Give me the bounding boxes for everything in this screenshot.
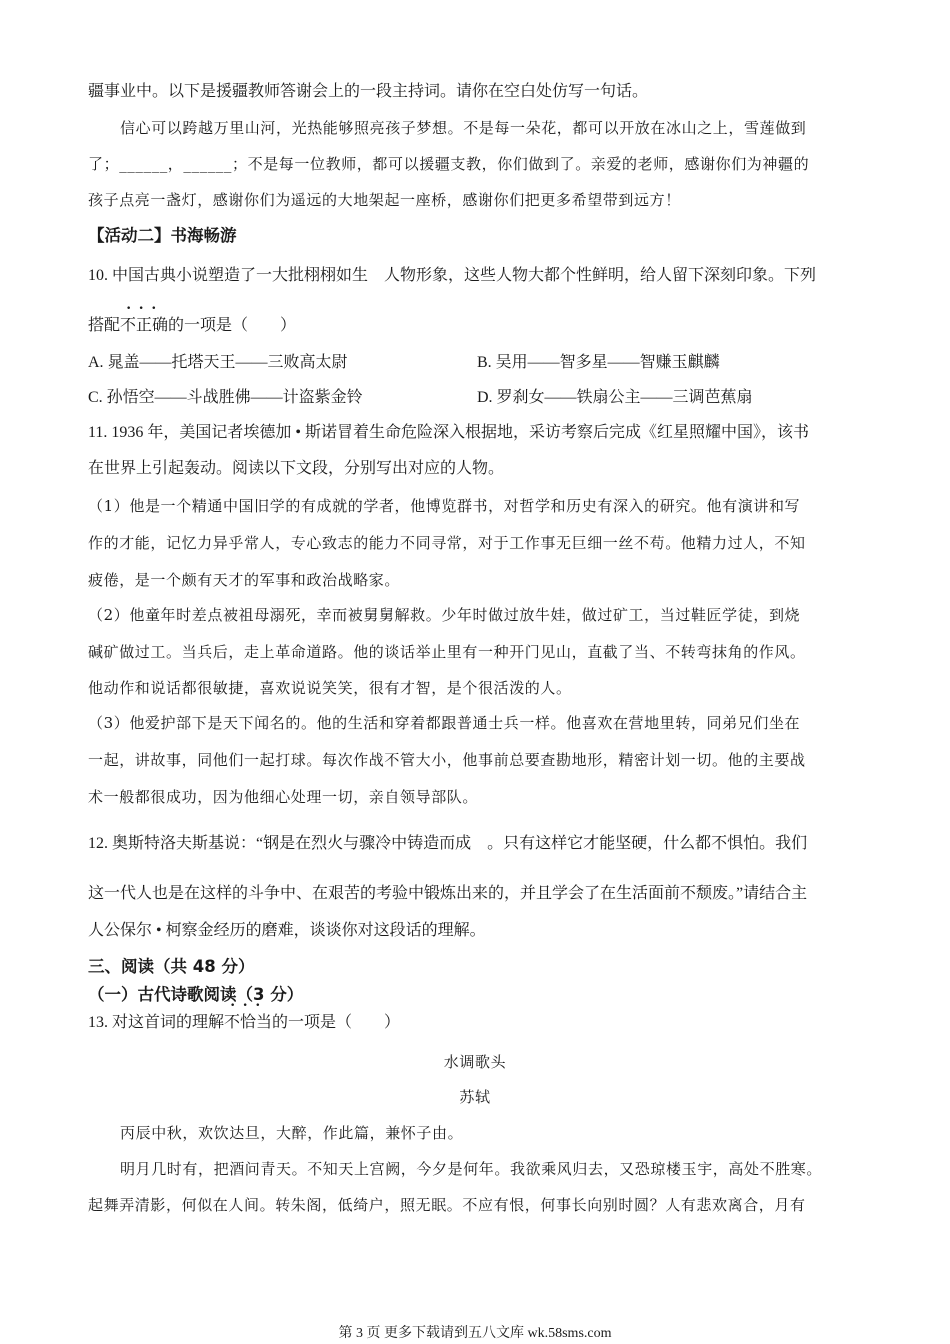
option-a: A. 晁盖——托塔天王——三败高太尉: [88, 354, 348, 371]
emphasis-dotted-text: · · · 不正确: [120, 315, 168, 337]
stem-text: 的一项是（ ）: [168, 317, 297, 334]
question-12-stem-line3: 人公保尔 • 柯察金经历的磨难，谈谈你对这段话的理解。: [88, 922, 486, 939]
passage-1-line: （1）他是一个精通中国旧学的有成就的学者，他博览群书，对哲学和历史有深入的研究。他有演讲和写: [88, 497, 801, 515]
question-12-stem-line2: 这一代人也是在这样的斗争中、在艰苦的考验中锻炼出来的，并且学会了在生活面前不颓废。”请结合主: [88, 885, 808, 902]
passage-3-line: （3）他爱护部下是天下闻名的。他的生活和穿着都跟普通士兵一样。他喜欢在营地里转，同弟兄们坐在: [88, 714, 801, 732]
poem-title: 水调歌头: [443, 1053, 507, 1071]
question-10-stem: 10. 中国古典小说塑造了一大批栩栩如生 人物形象，这些人物大都个性鲜明，给人留下深刻印象。下列: [88, 267, 817, 284]
stem-text: 的一项是（ ）: [272, 1014, 401, 1031]
poem-preface: 丙辰中秋，欢饮达旦，大醉，作此篇，兼怀子由。: [120, 1124, 464, 1142]
activity-heading: 【活动二】书海畅游: [88, 226, 237, 245]
poem-line: 起舞弄清影，何似在人间。转朱阁，低绮户，照无眠。不应有恨，何事长向别时圆？人有悲欢离合，月有: [88, 1196, 806, 1214]
passage-3-line: 术一般都很成功，因为他细心处理一切，亲自领导部队。: [88, 788, 479, 806]
page-footer: 第 3 页 更多下载请到五八文库 wk.58sms.com: [338, 1326, 612, 1341]
question-12-stem: 12. 奥斯特洛夫斯基说：“钢是在烈火与骤冷中铸造而成 。只有这样它才能坚硬，什么都不惧怕。我们: [88, 835, 808, 852]
intro-paragraph-line: 信心可以跨越万里山河，光热能够照亮孩子梦想。不是每一朵花，都可以开放在冰山之上，雪莲做到: [120, 119, 807, 137]
stem-text: 13. 对这首词的理解: [88, 1014, 225, 1031]
poem-line: 明月几时有，把酒问青天。不知天上宫阙，今夕是何年。我欲乘风归去，又恐琼楼玉宇，高处不胜寒。: [120, 1160, 823, 1178]
passage-2-line: 他动作和说话都很敏捷，喜欢说说笑笑，很有才智，是个很活泼的人。: [88, 679, 572, 697]
emphasis-dotted-text: · · · 不恰当: [224, 1012, 272, 1034]
intro-paragraph-line: 孩子点亮一盏灯，感谢你们为遥远的大地架起一座桥，感谢你们把更多希望带到远方！: [88, 191, 681, 209]
passage-2-line: 碱矿做过工。当兵后，走上革命道路。他的谈话举止里有一种开门见山，直截了当、不转弯抹角的作风。: [88, 643, 806, 661]
passage-2-line: （2）他童年时差点被祖母溺死，幸而被舅舅解救。少年时做过放牛娃，做过矿工，当过鞋匠学徒，到烧: [88, 606, 801, 624]
intro-paragraph-line: 了；______，______；不是每一位教师，都可以援疆支教，你们做到了。亲爱的老师，感谢你们为神疆的: [88, 155, 810, 173]
stem-text: 搭配: [88, 317, 121, 334]
passage-3-line: 一起，讲故事，同他们一起打球。每次作战不管大小，他事前总要查勘地形，精密计划一切。他的主要战: [88, 751, 806, 769]
passage-1-line: 作的才能，记忆力异乎常人，专心致志的能力不同寻常，对于工作事无巨细一丝不苟。他精力过人，不知: [88, 534, 806, 552]
question-10-stem-line2: [88, 315, 862, 337]
subsection-heading: （一）古代诗歌阅读（3 分）: [88, 985, 304, 1004]
section-heading: 三、阅读（共 48 分）: [88, 957, 255, 976]
option-c: C. 孙悟空——斗战胜佛——计盗紫金铃: [88, 389, 363, 406]
poem-author: 苏轼: [459, 1088, 491, 1106]
option-d: D. 罗刹女——铁扇公主——三调芭蕉扇: [477, 389, 753, 406]
question-11-stem: 11. 1936 年，美国记者埃德加 • 斯诺冒着生命危险深入根据地，采访考察后完成《红星照耀中国》，该书: [88, 424, 810, 441]
option-b: B. 吴用——智多星——智赚玉麒麟: [477, 354, 720, 371]
question-11-stem-line2: 在世界上引起轰动。阅读以下文段，分别写出对应的人物。: [88, 460, 505, 477]
question-13-stem: [88, 1012, 862, 1034]
intro-line: 疆事业中。以下是援疆教师答谢会上的一段主持词。请你在空白处仿写一句话。: [88, 83, 649, 100]
passage-1-line: 疲倦，是一个颇有天才的军事和政治战略家。: [88, 571, 401, 589]
